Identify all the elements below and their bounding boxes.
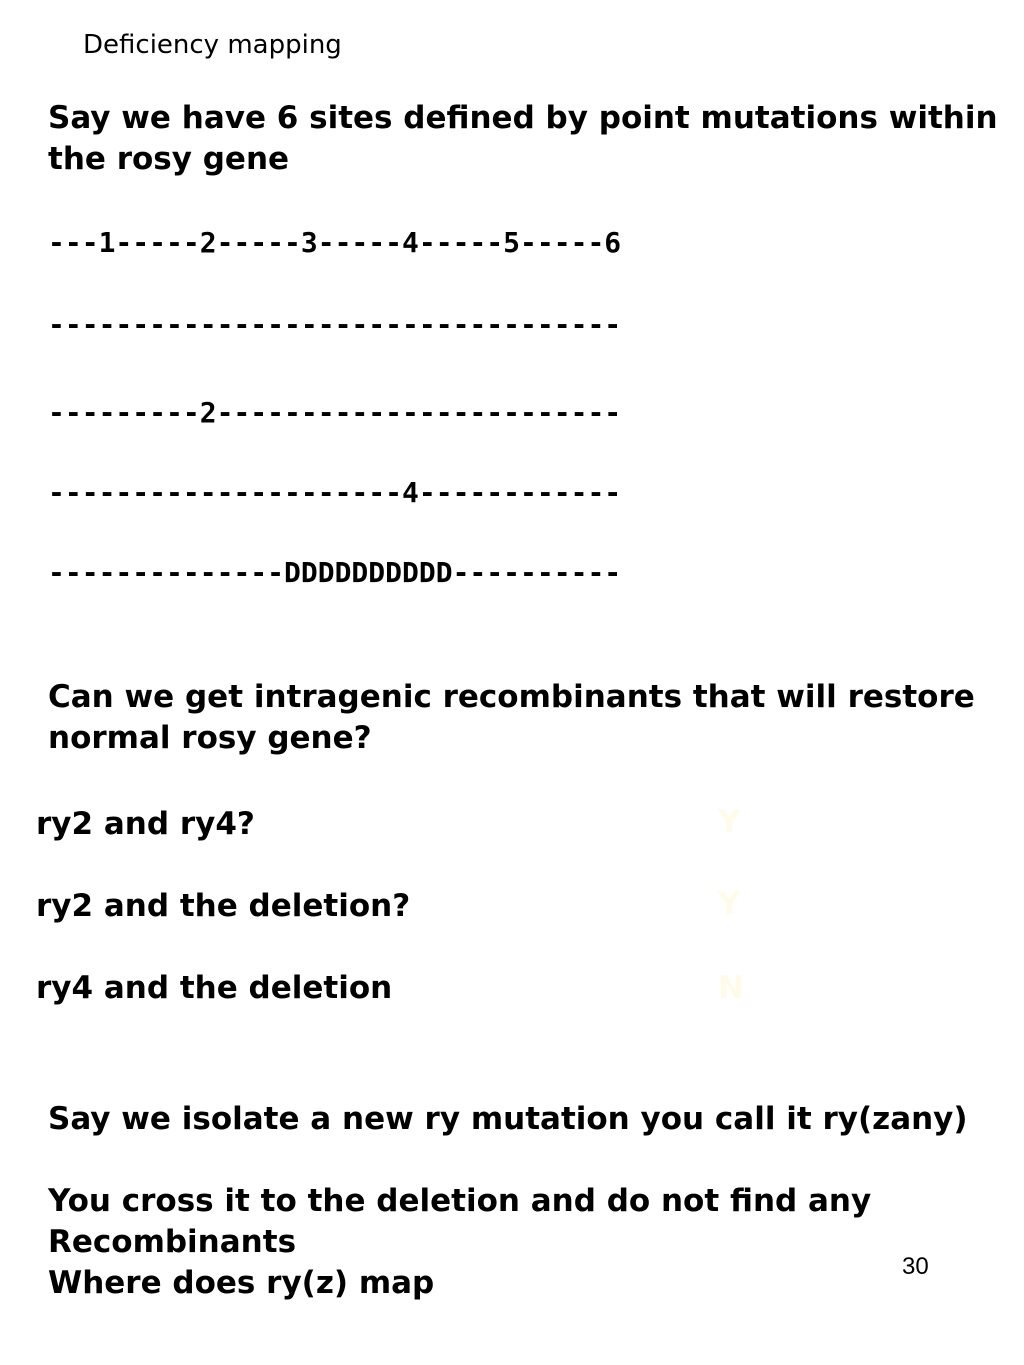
cross-ry2-ry4: ry2 and ry4? (36, 806, 255, 842)
new-mutation-line-4: Where does ry(z) map (48, 1265, 435, 1301)
question-line-2: normal rosy gene? (48, 720, 372, 756)
deletion-line: --------------DDDDDDDDDD---------- (48, 556, 622, 589)
cross-ry2-deletion: ry2 and the deletion? (36, 888, 411, 924)
page-number: 30 (902, 1253, 929, 1280)
wildtype-line: ---------------------------------- (48, 308, 622, 341)
ry2-line: ---------2------------------------ (48, 396, 622, 429)
sites-line: ---1-----2-----3-----4-----5-----6 (48, 226, 622, 259)
new-mutation-line-3: Recombinants (48, 1224, 297, 1260)
intro-line-1: Say we have 6 sites defined by point mutations within (48, 100, 998, 136)
slide-title: Deficiency mapping (83, 30, 342, 60)
cross-ry2-deletion-answer: Y (718, 886, 741, 922)
ry4-line: ---------------------4------------ (48, 476, 622, 509)
new-mutation-line-2: You cross it to the deletion and do not find any (48, 1183, 872, 1219)
new-mutation-line-1: Say we isolate a new ry mutation you call it ry(zany) (48, 1101, 968, 1137)
intro-line-2: the rosy gene (48, 141, 290, 177)
question-line-1: Can we get intragenic recombinants that will restore (48, 679, 975, 715)
cross-ry4-deletion-answer: N (718, 970, 744, 1006)
cross-ry2-ry4-answer: Y (718, 804, 741, 840)
cross-ry4-deletion: ry4 and the deletion (36, 970, 393, 1006)
